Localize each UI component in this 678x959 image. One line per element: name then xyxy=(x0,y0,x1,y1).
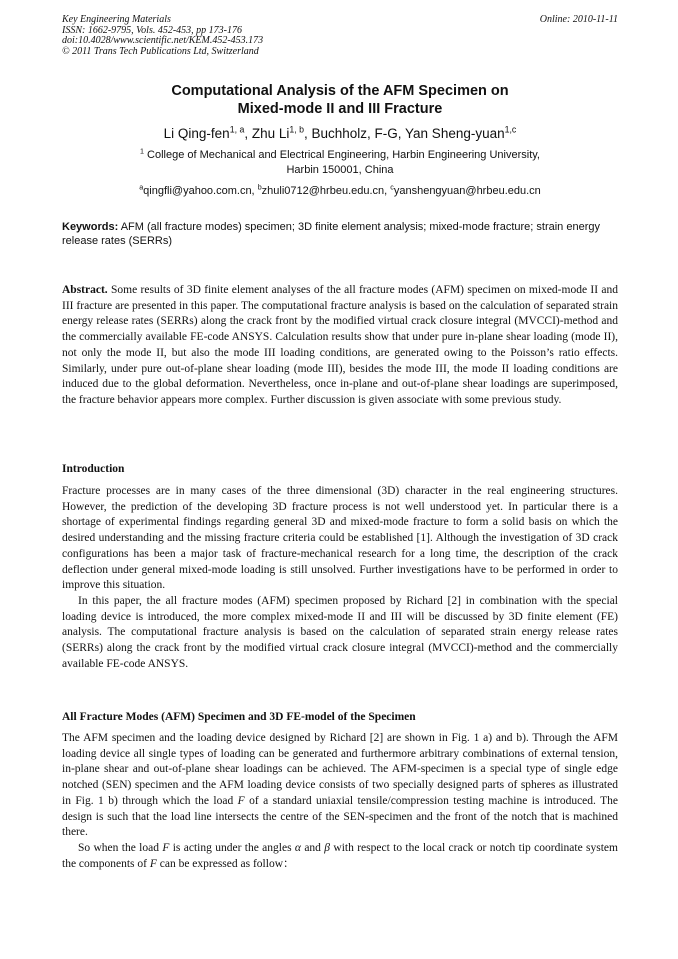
journal-name: Key Engineering Materials xyxy=(62,14,171,25)
author-separator: , xyxy=(244,126,252,141)
afm-paragraph-1 xyxy=(62,731,618,841)
author-2: Zhu Li xyxy=(251,126,290,141)
author-3-4: , Buchholz, F-G, Yan Sheng-yuan xyxy=(304,126,505,141)
email-b[interactable]: zhuli0712@hrbeu.edu.cn, xyxy=(261,185,391,197)
affiliation-line-2: Harbin 150001, China xyxy=(286,164,394,176)
author-2-marker: 1, b xyxy=(289,124,304,135)
afm-section-body xyxy=(62,731,618,872)
afm-p1-text-b: of a standard uniaxial tensile/compression testing machine is introduced. The design is such that the load line intersects the centre of the SEN-specimen and the front of the notch that is machined there. xyxy=(62,794,619,839)
symbol-F: F xyxy=(237,794,245,807)
introduction-paragraph-2: In this paper, the all fracture modes (AFM) specimen proposed by Richard [2] in combination with the special loading device is introduced, the more complex mixed-mode II and III will be discussed by 3D finite element (FE) analysis. The computational fracture analysis is based on the calculation of separated strain energy release rates (SERRs) along the crack front by the modified virtual crack closure integral (MVCCI)-method and the commercially available FE-code ANSYS. xyxy=(62,594,618,670)
afm-section-heading: All Fracture Modes (AFM) Specimen and 3D FE-model of the Specimen xyxy=(62,711,416,723)
doi-line: doi:10.4028/www.scientific.net/KEM.452-453.173 xyxy=(62,35,264,46)
afm-p2-text-a: So when the load xyxy=(78,841,163,854)
symbol-F: F xyxy=(149,857,157,870)
keywords-label: Keywords: xyxy=(62,221,119,233)
symbol-alpha: α xyxy=(294,841,301,854)
email-a[interactable]: qingfli@yahoo.com.cn, xyxy=(143,185,258,197)
author-4-marker: 1,c xyxy=(504,124,517,135)
afm-p2-text-b: is acting under the angles xyxy=(169,841,295,854)
title-line-1: Computational Analysis of the AFM Specimen on xyxy=(171,83,509,99)
running-header xyxy=(62,15,618,57)
afm-p2-text-and: and xyxy=(300,841,325,854)
email-c[interactable]: yanshengyuan@hrbeu.edu.cn xyxy=(393,185,541,197)
keywords xyxy=(62,220,618,248)
email-b-marker: b xyxy=(257,183,262,192)
affiliation-marker: 1 xyxy=(140,147,144,156)
copyright-line: © 2011 Trans Tech Publications Ltd, Switzerland xyxy=(62,45,259,57)
email-c-marker: c xyxy=(390,183,394,192)
abstract-text: Some results of 3D finite element analyses of the all fracture modes (AFM) specimen on mixed-mode II and III fracture are presented in this paper. The computational fracture analysis is based on the calculation of separated strain energy release rates (SERRs) along the crack front by the modified virtual crack closure integral (MVCCI)-method and the commercially available FE-code ANSYS. Calculation results show that under pure in-plane shear loading (mode II), not only the mode II, but also the mode III loading conditions, are generated owing to the Poisson’s ratio effects. Similarly, under pure out-of-plane shear loading (mode III), besides the mode III, the mode II loading conditions are induced due to the global deformation. Nevertheless, once in-plane and out-of-plane shear loadings are superimposed, the fracture behavior appears more complex. Further discussion is given associate with some previous study. xyxy=(62,284,618,406)
author-list xyxy=(62,125,618,142)
keywords-text: AFM (all fracture modes) specimen; 3D finite element analysis; mixed-mode fracture; strain energy release rates (SERRs) xyxy=(62,221,600,247)
afm-p2-text-c: with respect to the local crack or notch tip coordinate system the components of xyxy=(62,841,618,870)
afm-p1-text-a: The AFM specimen and the loading device designed by Richard [2] are shown in Fig. 1 a) and b). Through the AFM loading device all single types of loading can be generated and furthermore arbitrary combinations of external tension, in-plane shear and out-of-plane shear loadings can be achieved. The AFM-specimen is a special type of single edge notched (SEN) specimen and the AFM loading device consists of two specially designed parts of spheres as illustrated in Fig. 1 b) through which the load xyxy=(62,732,618,807)
abstract xyxy=(62,283,618,409)
abstract-label: Abstract. xyxy=(62,284,108,296)
afm-paragraph-2 xyxy=(62,841,618,872)
online-date: Online: 2010-11-11 xyxy=(539,14,618,25)
affiliation-line-1: College of Mechanical and Electrical Engineering, Harbin Engineering University, xyxy=(143,149,540,161)
email-a-marker: a xyxy=(139,183,144,192)
affiliation xyxy=(62,148,618,178)
symbol-beta: β xyxy=(324,841,331,854)
paper-title xyxy=(62,82,618,118)
issn-line: ISSN: 1662-9795, Vols. 452-453, pp 173-176 xyxy=(62,24,242,36)
author-emails xyxy=(62,184,618,199)
introduction-body xyxy=(62,484,618,672)
afm-p2-text-d: can be expressed as follow： xyxy=(156,857,295,870)
title-line-2: Mixed-mode II and III Fracture xyxy=(237,101,443,117)
journal-info xyxy=(62,15,618,57)
author-1-marker: 1, a xyxy=(229,124,245,135)
author-1: Li Qing-fen xyxy=(163,126,230,141)
introduction-paragraph-1: Fracture processes are in many cases of the three dimensional (3D) character in the real engineering structures. However, the prediction of the developing 3D fracture process is not well understood yet. In particular there is a shortage of experimental findings regarding general 3D and mixed-mode fracture to form a solid basis on which the desired understanding and the missing fracture criteria could be established [1]. Although the investigation of 3D crack configurations has been a major task of fracture-mechanical research for a long time, the description of the crack deflection under general mixed-mode loading is still unsolved. Further investigations have to be performed in order to improve this situation. xyxy=(62,485,618,592)
introduction-heading: Introduction xyxy=(62,463,125,475)
symbol-F: F xyxy=(162,841,170,854)
